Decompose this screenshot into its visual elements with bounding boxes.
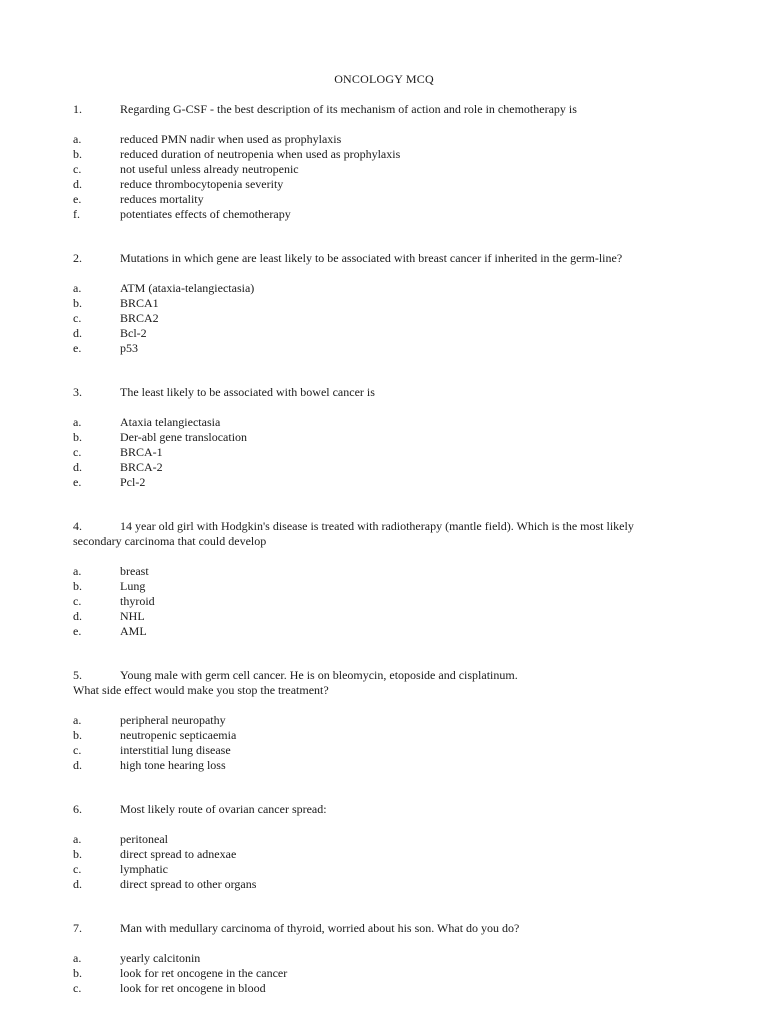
- answer-option: [73, 207, 713, 222]
- option-text: BRCA-1: [120, 445, 163, 459]
- answer-option: [73, 609, 713, 624]
- answer-option: [73, 281, 713, 296]
- option-letter: a.: [73, 951, 82, 965]
- option-text: Ataxia telangiectasia: [120, 415, 221, 429]
- option-letter: c.: [73, 981, 82, 995]
- option-text: neutropenic septicaemia: [120, 728, 237, 742]
- answer-option: [73, 415, 713, 430]
- question-text: The least likely to be associated with bowel cancer is: [120, 385, 375, 399]
- answer-option: [73, 296, 713, 311]
- option-text: peritoneal: [120, 832, 168, 846]
- answer-option: [73, 460, 713, 475]
- answer-options: [73, 951, 713, 996]
- option-letter: a.: [73, 281, 82, 295]
- answer-option: [73, 430, 713, 445]
- page-title: ONCOLOGY MCQ: [334, 72, 434, 86]
- question-block: [73, 385, 713, 490]
- question-text-continuation: What side effect would make you stop the treatment?: [73, 683, 329, 697]
- option-letter: e.: [73, 192, 82, 206]
- question-text: Most likely route of ovarian cancer spread:: [120, 802, 327, 816]
- option-letter: b.: [73, 966, 82, 980]
- answer-options: [73, 713, 713, 773]
- option-text: look for ret oncogene in blood: [120, 981, 266, 995]
- answer-option: [73, 594, 713, 609]
- option-letter: c.: [73, 594, 82, 608]
- answer-option: [73, 564, 713, 579]
- question-text: Man with medullary carcinoma of thyroid, worried about his son. What do you do?: [120, 921, 520, 935]
- option-letter: a.: [73, 713, 82, 727]
- option-text: ATM (ataxia-telangiectasia): [120, 281, 255, 295]
- question-text: Mutations in which gene are least likely to be associated with breast cancer if inherited in the germ-line?: [120, 251, 623, 265]
- answer-option: [73, 162, 713, 177]
- question-text: 14 year old girl with Hodgkin's disease is treated with radiotherapy (mantle field). Which is the most likely: [120, 519, 634, 533]
- answer-option: [73, 951, 713, 966]
- option-text: reduce thrombocytopenia severity: [120, 177, 284, 191]
- option-text: p53: [120, 341, 138, 355]
- option-letter: d.: [73, 609, 82, 623]
- answer-option: [73, 475, 713, 490]
- answer-option: [73, 192, 713, 207]
- option-letter: d.: [73, 460, 82, 474]
- option-text: not useful unless already neutropenic: [120, 162, 299, 176]
- option-text: Der-abl gene translocation: [120, 430, 248, 444]
- option-letter: f.: [73, 207, 80, 221]
- option-text: lymphatic: [120, 862, 168, 876]
- option-text: high tone hearing loss: [120, 758, 226, 772]
- option-letter: a.: [73, 132, 82, 146]
- question-block: [73, 251, 713, 356]
- option-letter: c.: [73, 743, 82, 757]
- option-letter: d.: [73, 877, 82, 891]
- question-stem: [73, 102, 713, 117]
- question-block: [73, 921, 713, 996]
- option-letter: a.: [73, 415, 82, 429]
- answer-option: [73, 445, 713, 460]
- option-text: Lung: [120, 579, 146, 593]
- answer-option: [73, 326, 713, 341]
- option-letter: a.: [73, 832, 82, 846]
- question-stem: [73, 385, 713, 400]
- question-stem: [73, 668, 713, 683]
- answer-options: [73, 415, 713, 490]
- answer-option: [73, 847, 713, 862]
- option-text: direct spread to other organs: [120, 877, 257, 891]
- question-text-continuation: secondary carcinoma that could develop: [73, 534, 267, 548]
- option-letter: b.: [73, 728, 82, 742]
- question-stem: [73, 802, 713, 817]
- answer-option: [73, 877, 713, 892]
- answer-option: [73, 832, 713, 847]
- option-text: Bcl-2: [120, 326, 147, 340]
- option-text: BRCA1: [120, 296, 159, 310]
- option-text: look for ret oncogene in the cancer: [120, 966, 288, 980]
- question-number: 1.: [73, 102, 82, 116]
- option-text: interstitial lung disease: [120, 743, 231, 757]
- question-block: [73, 102, 713, 222]
- option-text: potentiates effects of chemotherapy: [120, 207, 291, 221]
- option-text: reduced duration of neutropenia when used as prophylaxis: [120, 147, 401, 161]
- option-letter: c.: [73, 862, 82, 876]
- answer-options: [73, 132, 713, 222]
- answer-option: [73, 624, 713, 639]
- option-letter: b.: [73, 847, 82, 861]
- answer-option: [73, 743, 713, 758]
- option-text: NHL: [120, 609, 145, 623]
- option-text: yearly calcitonin: [120, 951, 201, 965]
- option-text: reduces mortality: [120, 192, 204, 206]
- answer-option: [73, 758, 713, 773]
- option-letter: d.: [73, 177, 82, 191]
- question-stem: [73, 921, 713, 936]
- option-text: Pcl-2: [120, 475, 146, 489]
- question-number: 4.: [73, 519, 82, 533]
- option-text: peripheral neuropathy: [120, 713, 226, 727]
- question-block: [73, 519, 713, 639]
- option-text: direct spread to adnexae: [120, 847, 237, 861]
- option-letter: e.: [73, 624, 82, 638]
- option-text: breast: [120, 564, 149, 578]
- question-block: [73, 668, 713, 773]
- answer-options: [73, 564, 713, 639]
- option-letter: a.: [73, 564, 82, 578]
- option-text: BRCA-2: [120, 460, 163, 474]
- question-stem: [73, 251, 713, 266]
- answer-option: [73, 147, 713, 162]
- option-letter: d.: [73, 326, 82, 340]
- option-letter: b.: [73, 147, 82, 161]
- option-letter: e.: [73, 475, 82, 489]
- question-number: 3.: [73, 385, 82, 399]
- option-letter: c.: [73, 162, 82, 176]
- question-stem: [73, 519, 713, 534]
- question-text: Young male with germ cell cancer. He is on bleomycin, etoposide and cisplatinum.: [120, 668, 518, 682]
- answer-options: [73, 832, 713, 892]
- option-letter: c.: [73, 311, 82, 325]
- answer-option: [73, 311, 713, 326]
- question-number: 6.: [73, 802, 82, 816]
- option-text: thyroid: [120, 594, 155, 608]
- answer-option: [73, 728, 713, 743]
- answer-option: [73, 862, 713, 877]
- answer-option: [73, 177, 713, 192]
- option-text: AML: [120, 624, 147, 638]
- answer-option: [73, 981, 713, 996]
- option-letter: b.: [73, 579, 82, 593]
- answer-option: [73, 713, 713, 728]
- option-letter: b.: [73, 296, 82, 310]
- question-number: 7.: [73, 921, 82, 935]
- option-text: reduced PMN nadir when used as prophylaxis: [120, 132, 342, 146]
- option-letter: b.: [73, 430, 82, 444]
- answer-options: [73, 281, 713, 356]
- question-block: [73, 802, 713, 892]
- answer-option: [73, 966, 713, 981]
- question-text: Regarding G-CSF - the best description of its mechanism of action and role in chemotherapy is: [120, 102, 577, 116]
- answer-option: [73, 341, 713, 356]
- option-letter: d.: [73, 758, 82, 772]
- answer-option: [73, 579, 713, 594]
- option-letter: c.: [73, 445, 82, 459]
- option-text: BRCA2: [120, 311, 159, 325]
- question-number: 2.: [73, 251, 82, 265]
- question-number: 5.: [73, 668, 82, 682]
- option-letter: e.: [73, 341, 82, 355]
- answer-option: [73, 132, 713, 147]
